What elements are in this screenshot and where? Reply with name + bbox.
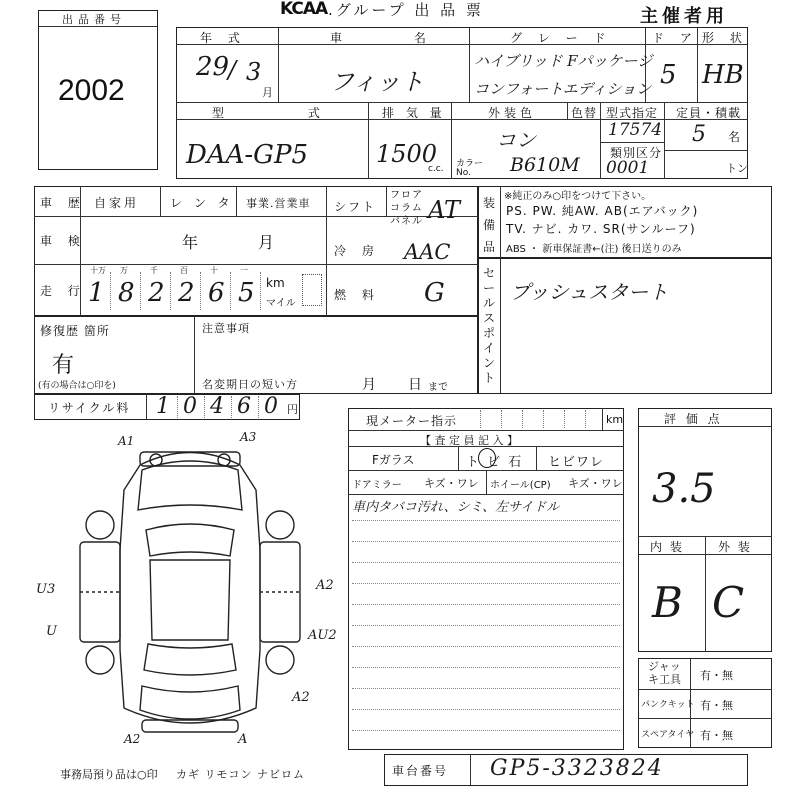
- color-code-label: カラー No.: [456, 159, 484, 178]
- shape-value: HB: [702, 60, 744, 90]
- rear-left-wheel: [86, 646, 114, 674]
- name-change-month: 月: [362, 377, 376, 393]
- name-change-label: 名変期日の短い方: [202, 378, 298, 391]
- organizer-label: 主催者用: [640, 6, 728, 27]
- recycle-label: リサイクル料: [48, 401, 131, 415]
- mark-right-middle: AU2: [308, 628, 337, 643]
- model-value: DAA-GP5: [186, 140, 308, 170]
- puncture-option[interactable]: 有・無: [700, 699, 733, 712]
- capacity-value: 5: [692, 122, 706, 147]
- glass-circle: [478, 448, 496, 468]
- grade-line1: ハイブリッド Fパッケージ: [474, 52, 653, 70]
- name-change-day: 日: [408, 377, 422, 393]
- shift-option-floor[interactable]: フロア: [390, 190, 423, 201]
- inspection-year: 年: [182, 233, 199, 252]
- equipment-line3: ABS ・ 新車保証書←(注) 後日送りのみ: [506, 244, 682, 255]
- mark-rear-left: A2: [124, 732, 141, 746]
- mileage-digit-label: 一: [240, 266, 248, 275]
- mirror-options[interactable]: キズ・ワレ: [424, 477, 479, 490]
- month-value: 3: [246, 58, 262, 86]
- month-unit: 月: [262, 86, 273, 99]
- front-right-wheel: [266, 511, 294, 539]
- mark-front-right: A3: [240, 430, 257, 444]
- shift-label: シフト: [334, 200, 377, 214]
- color-code-value: B610M: [510, 154, 580, 176]
- lot-label: 出品番号: [62, 13, 126, 26]
- mark-front-left: A1: [118, 434, 135, 448]
- history-label: 車 歴: [40, 196, 86, 210]
- mark-right-upper: A2: [316, 578, 334, 593]
- category-label: 類別区分: [610, 146, 663, 160]
- ac-label: 冷 房: [334, 244, 380, 258]
- equipment-line2: TV. ナビ. カワ. SR(サンルーフ): [506, 222, 696, 236]
- grade-line2: コンフォートエディション: [474, 80, 652, 98]
- repair-label: 修復歴 箇所: [40, 324, 110, 338]
- glass-options[interactable]: ト ビ 石: [466, 455, 524, 470]
- equipment-line1: PS. PW. 純AW. AB(エアバック): [506, 204, 699, 218]
- color-change-label: 色替: [571, 106, 598, 120]
- shape-label: 形 状: [702, 31, 748, 45]
- mileage-digit-label: 十: [210, 266, 218, 275]
- mark-rear-right: A: [238, 732, 248, 747]
- brand-logo: KCAA: [280, 0, 328, 19]
- mile-box[interactable]: [302, 274, 322, 306]
- mark-left-upper: U3: [36, 582, 56, 597]
- meter-km-unit: km: [606, 413, 624, 426]
- roof: [150, 560, 230, 640]
- year-value: 29: [196, 52, 230, 82]
- mileage-label: 走 行: [40, 284, 86, 298]
- mileage-digit: 2: [148, 278, 165, 308]
- displacement-value: 1500: [376, 140, 438, 168]
- mileage-digit: 2: [178, 278, 195, 308]
- doors-label: ド ア: [652, 31, 698, 45]
- mileage-digit-label: 万: [120, 266, 128, 275]
- mileage-digit: 1: [88, 278, 105, 308]
- group-title: .グループ 出 品 票: [328, 1, 484, 19]
- windshield: [146, 524, 234, 556]
- meter-label: 現メーター指示: [366, 414, 458, 428]
- name-change-until: まで: [428, 382, 448, 393]
- jack-option[interactable]: 有・無: [700, 669, 733, 682]
- color-label: 外装色: [488, 106, 537, 120]
- hood: [138, 461, 242, 510]
- doors-value: 5: [660, 60, 677, 90]
- sales-point-label: セールスポイント: [483, 266, 496, 385]
- cc-unit: c.c.: [428, 164, 444, 174]
- shift-option-column[interactable]: コラム: [390, 203, 423, 214]
- mileage-digit-label: 十万: [90, 266, 106, 275]
- mileage-digit: 8: [118, 278, 135, 308]
- recycle-digit: 1: [156, 394, 170, 419]
- load-unit: トン: [726, 162, 748, 175]
- km-unit: km: [266, 276, 285, 290]
- rear-right-wheel: [266, 646, 294, 674]
- recycle-digit: 0: [264, 394, 278, 419]
- equipment-label: 装備品: [483, 196, 496, 254]
- mileage-digit: 6: [208, 278, 225, 308]
- equipment-note: ※純正のみ○印をつけて下さい。: [504, 191, 652, 202]
- notes-label: 注意事項: [202, 322, 250, 335]
- shift-value: AT: [428, 196, 461, 224]
- inspection-label: 車 検: [40, 234, 86, 248]
- year-separator: /: [228, 56, 237, 84]
- ac-value: AAC: [404, 240, 451, 264]
- exterior-label: 外 装: [718, 540, 752, 554]
- recycle-digit: 6: [237, 394, 251, 419]
- capacity-unit: 名: [728, 130, 741, 144]
- wheel-options[interactable]: キズ・ワレ: [568, 477, 623, 490]
- rear-window: [144, 644, 236, 675]
- inspector-title: 【 査 定 員 記 入 】: [420, 434, 518, 447]
- mark-left-lower: U: [46, 624, 57, 639]
- wheel-label: ホイール(CP): [490, 480, 551, 491]
- inspector-comment: 車内タバコ汚れ、シミ、左サイドル: [352, 500, 560, 515]
- spare-option[interactable]: 有・無: [700, 729, 733, 742]
- fuel-value: G: [424, 278, 445, 308]
- car-diagram: [60, 430, 320, 760]
- fuel-label: 燃 料: [334, 288, 380, 302]
- score-label: 評 価 点: [664, 412, 723, 426]
- year-label: 年 式: [200, 31, 246, 45]
- mileage-digit-label: 千: [150, 266, 158, 275]
- shift-option-panel[interactable]: パネル: [390, 216, 423, 227]
- interior-label: 内 装: [650, 540, 684, 554]
- repair-value: 有: [52, 353, 75, 378]
- score-value: 3.5: [652, 466, 716, 512]
- displacement-label: 排 気 量: [382, 106, 446, 120]
- history-private[interactable]: 自家用: [94, 196, 140, 210]
- trunk: [140, 686, 240, 719]
- mark-right-lower: A2: [292, 690, 310, 705]
- name-label: 車 名: [330, 31, 460, 45]
- category-value: 0001: [606, 158, 650, 178]
- capacity-label: 定員・積載: [676, 106, 742, 120]
- office-note: 事務局預り品は○印: [60, 768, 158, 781]
- office-items[interactable]: カギ リモコン ナビロム: [176, 768, 305, 781]
- exterior-value: C: [712, 578, 745, 627]
- grade-label: グ レ ー ド: [510, 31, 612, 45]
- front-left-wheel: [86, 511, 114, 539]
- recycle-unit: 円: [287, 403, 298, 416]
- history-rental[interactable]: レ ン タ: [170, 196, 234, 210]
- recycle-digit: 4: [210, 394, 224, 419]
- mileage-digit-label: 百: [180, 266, 188, 275]
- glass-label: Fガラス: [372, 453, 415, 467]
- name-value: フィット: [330, 68, 425, 96]
- jack-label: ジャッキ工具: [648, 660, 681, 686]
- history-business[interactable]: 事業.営業車: [246, 197, 311, 210]
- mirror-label: ドアミラー: [352, 480, 402, 491]
- inspection-month: 月: [258, 233, 275, 252]
- sales-point-value: プッシュスタート: [510, 280, 669, 304]
- puncture-label: パンクキット: [641, 700, 695, 710]
- model-label: 型 式: [212, 106, 360, 120]
- recycle-digit: 0: [183, 394, 197, 419]
- mile-unit: マイル: [266, 298, 296, 309]
- spare-label: スペアタイヤ: [641, 730, 695, 740]
- interior-value: B: [652, 578, 683, 627]
- repair-note: (有の場合は○印を): [38, 381, 116, 391]
- rear-bumper: [142, 720, 238, 732]
- chassis-label: 車台番号: [392, 764, 449, 778]
- mileage-digit: 5: [238, 278, 255, 308]
- chassis-value: GP5-3323824: [490, 756, 664, 781]
- car-body-outline: [120, 453, 260, 724]
- type-spec-value: 17574: [608, 120, 663, 140]
- color-value: コン: [496, 128, 536, 152]
- type-spec-label: 型式指定: [606, 106, 659, 120]
- lot-number: 2002: [58, 74, 125, 107]
- crack-label[interactable]: ヒビワレ: [548, 455, 605, 470]
